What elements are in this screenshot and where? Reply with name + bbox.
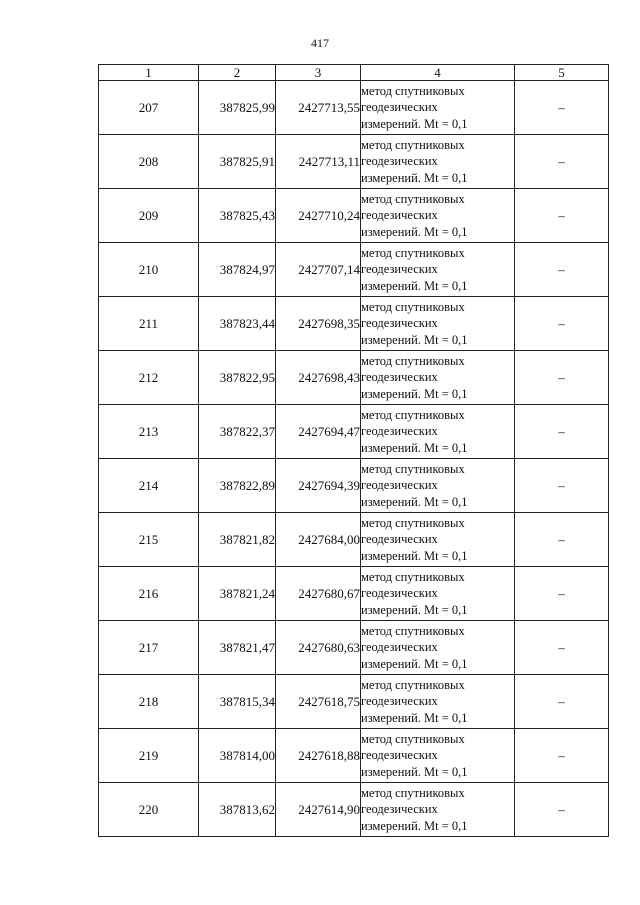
method-line-2: геодезических — [361, 316, 438, 331]
method-line-1: метод спутниковых — [361, 353, 465, 368]
method-description — [361, 567, 515, 621]
point-number: 215 — [99, 513, 199, 567]
table-row — [99, 243, 609, 297]
coordinate-y: 2427713,55 — [276, 81, 361, 135]
table-row — [99, 567, 609, 621]
method-description — [361, 621, 515, 675]
method-description — [361, 351, 515, 405]
method-line-3: измерений. Mt = 0,1 — [361, 764, 468, 779]
method-line-2: геодезических — [361, 100, 438, 115]
note-dash: – — [515, 405, 609, 459]
method-line-1: метод спутниковых — [361, 461, 465, 476]
method-line-2: геодезических — [361, 424, 438, 439]
method-line-2: геодезических — [361, 748, 438, 763]
coordinate-y: 2427618,75 — [276, 675, 361, 729]
method-line-3: измерений. Mt = 0,1 — [361, 602, 468, 617]
point-number: 210 — [99, 243, 199, 297]
method-line-2: геодезических — [361, 208, 438, 223]
coordinate-y: 2427618,88 — [276, 729, 361, 783]
coordinate-y: 2427680,63 — [276, 621, 361, 675]
coordinate-x: 387824,97 — [199, 243, 276, 297]
coordinate-y: 2427614,90 — [276, 783, 361, 837]
coordinate-y: 2427684,00 — [276, 513, 361, 567]
coordinate-x: 387815,34 — [199, 675, 276, 729]
note-dash: – — [515, 621, 609, 675]
method-description — [361, 513, 515, 567]
table-row — [99, 783, 609, 837]
table-row — [99, 405, 609, 459]
method-line-1: метод спутниковых — [361, 515, 465, 530]
point-number: 213 — [99, 405, 199, 459]
coordinate-x: 387823,44 — [199, 297, 276, 351]
note-dash: – — [515, 189, 609, 243]
coordinate-y: 2427680,67 — [276, 567, 361, 621]
table-row — [99, 135, 609, 189]
table-row — [99, 729, 609, 783]
method-line-3: измерений. Mt = 0,1 — [361, 224, 468, 239]
column-header-4: 4 — [361, 65, 515, 81]
point-number: 211 — [99, 297, 199, 351]
note-dash: – — [515, 297, 609, 351]
coordinate-x: 387822,37 — [199, 405, 276, 459]
method-description — [361, 243, 515, 297]
point-number: 219 — [99, 729, 199, 783]
note-dash: – — [515, 513, 609, 567]
method-description — [361, 675, 515, 729]
table-row — [99, 621, 609, 675]
method-line-3: измерений. Mt = 0,1 — [361, 386, 468, 401]
coordinate-x: 387822,89 — [199, 459, 276, 513]
method-line-2: геодезических — [361, 370, 438, 385]
note-dash: – — [515, 135, 609, 189]
note-dash: – — [515, 351, 609, 405]
method-line-3: измерений. Mt = 0,1 — [361, 710, 468, 725]
point-number: 208 — [99, 135, 199, 189]
coordinate-x: 387821,47 — [199, 621, 276, 675]
method-line-1: метод спутниковых — [361, 677, 465, 692]
point-number: 220 — [99, 783, 199, 837]
method-description — [361, 783, 515, 837]
method-line-1: метод спутниковых — [361, 245, 465, 260]
method-line-1: метод спутниковых — [361, 731, 465, 746]
table-row — [99, 297, 609, 351]
coordinate-y: 2427698,43 — [276, 351, 361, 405]
method-line-3: измерений. Mt = 0,1 — [361, 818, 468, 833]
header-row — [99, 65, 609, 81]
column-header-1: 1 — [99, 65, 199, 81]
method-line-2: геодезических — [361, 802, 438, 817]
coordinate-y: 2427713,11 — [276, 135, 361, 189]
method-description — [361, 405, 515, 459]
coordinate-y: 2427698,35 — [276, 297, 361, 351]
coordinate-x: 387825,99 — [199, 81, 276, 135]
method-line-3: измерений. Mt = 0,1 — [361, 494, 468, 509]
point-number: 209 — [99, 189, 199, 243]
table-row — [99, 675, 609, 729]
method-line-3: измерений. Mt = 0,1 — [361, 278, 468, 293]
coordinate-y: 2427694,39 — [276, 459, 361, 513]
method-line-2: геодезических — [361, 694, 438, 709]
coordinates-table — [98, 64, 609, 837]
point-number: 214 — [99, 459, 199, 513]
coordinate-x: 387821,82 — [199, 513, 276, 567]
note-dash: – — [515, 729, 609, 783]
point-number: 216 — [99, 567, 199, 621]
method-line-2: геодезических — [361, 640, 438, 655]
column-header-5: 5 — [515, 65, 609, 81]
method-line-1: метод спутниковых — [361, 137, 465, 152]
method-line-3: измерений. Mt = 0,1 — [361, 440, 468, 455]
coordinate-x: 387814,00 — [199, 729, 276, 783]
point-number: 212 — [99, 351, 199, 405]
method-line-2: геодезических — [361, 262, 438, 277]
coordinate-y: 2427710,24 — [276, 189, 361, 243]
table-row — [99, 459, 609, 513]
note-dash: – — [515, 81, 609, 135]
coordinate-y: 2427694,47 — [276, 405, 361, 459]
table-row — [99, 189, 609, 243]
note-dash: – — [515, 675, 609, 729]
method-line-1: метод спутниковых — [361, 299, 465, 314]
note-dash: – — [515, 459, 609, 513]
method-line-2: геодезических — [361, 532, 438, 547]
method-line-1: метод спутниковых — [361, 191, 465, 206]
method-line-3: измерений. Mt = 0,1 — [361, 116, 468, 131]
point-number: 218 — [99, 675, 199, 729]
column-header-2: 2 — [199, 65, 276, 81]
note-dash: – — [515, 567, 609, 621]
point-number: 207 — [99, 81, 199, 135]
method-line-1: метод спутниковых — [361, 83, 465, 98]
note-dash: – — [515, 243, 609, 297]
table-row — [99, 81, 609, 135]
point-number: 217 — [99, 621, 199, 675]
table-row — [99, 351, 609, 405]
method-description — [361, 189, 515, 243]
method-description — [361, 297, 515, 351]
method-line-3: измерений. Mt = 0,1 — [361, 548, 468, 563]
coordinate-x: 387813,62 — [199, 783, 276, 837]
method-line-2: геодезических — [361, 586, 438, 601]
coordinate-y: 2427707,14 — [276, 243, 361, 297]
method-line-2: геодезических — [361, 154, 438, 169]
method-line-1: метод спутниковых — [361, 785, 465, 800]
method-description — [361, 459, 515, 513]
method-line-1: метод спутниковых — [361, 623, 465, 638]
table-row — [99, 513, 609, 567]
page-number: 417 — [311, 36, 329, 50]
method-line-1: метод спутниковых — [361, 569, 465, 584]
coordinate-x: 387821,24 — [199, 567, 276, 621]
method-line-2: геодезических — [361, 478, 438, 493]
method-line-3: измерений. Mt = 0,1 — [361, 170, 468, 185]
method-description — [361, 135, 515, 189]
column-header-3: 3 — [276, 65, 361, 81]
method-description — [361, 81, 515, 135]
method-line-1: метод спутниковых — [361, 407, 465, 422]
coordinate-x: 387825,91 — [199, 135, 276, 189]
note-dash: – — [515, 783, 609, 837]
method-line-3: измерений. Mt = 0,1 — [361, 332, 468, 347]
method-description — [361, 729, 515, 783]
method-line-3: измерений. Mt = 0,1 — [361, 656, 468, 671]
coordinate-x: 387822,95 — [199, 351, 276, 405]
coordinate-x: 387825,43 — [199, 189, 276, 243]
